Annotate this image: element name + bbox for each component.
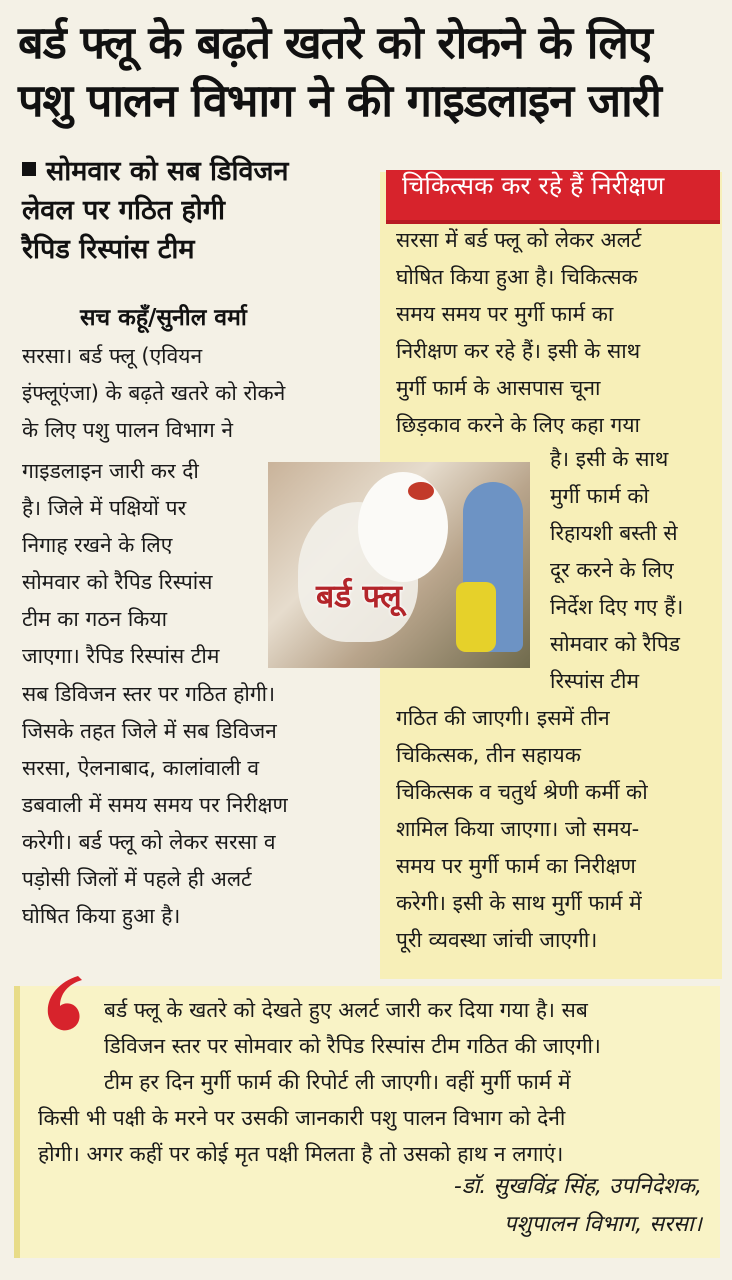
text-line: सरसा। बर्ड फ्लू (एवियन — [22, 344, 203, 368]
text-line: निगाह रखने के लिए — [22, 533, 173, 557]
news-photo — [268, 462, 530, 668]
text-line: गठित की जाएगी। इसमें तीन — [396, 706, 610, 730]
photo-caption: बर्ड फ्लू — [316, 577, 402, 615]
sidebar-text-block-1 — [396, 222, 718, 444]
text-line: घोषित किया हुआ है। — [22, 904, 181, 928]
text-line: समय पर मुर्गी फार्म का निरीक्षण — [396, 854, 636, 878]
attribution-line-2: पशुपालन विभाग, सरसा। — [503, 1212, 702, 1237]
subheadline-line-2: लेवल पर गठित होगी — [22, 195, 225, 226]
sidebar-text-block-3 — [396, 700, 718, 959]
text-line: मुर्गी फार्म को — [550, 484, 649, 508]
quote-line: डिविजन स्तर पर सोमवार को रैपिड रिस्पांस टीम गठित की जाएगी। — [104, 1034, 601, 1058]
bullet-square-icon — [22, 162, 36, 176]
subheadline — [22, 152, 362, 269]
text-line: पड़ोसी जिलों में पहले ही अलर्ट — [22, 867, 252, 891]
text-line: है। जिले में पक्षियों पर — [22, 496, 187, 520]
text-line: टीम का गठन किया — [22, 607, 168, 631]
hen-shape — [358, 472, 448, 582]
quote-line: किसी भी पक्षी के मरने पर उसकी जानकारी पशु पालन विभाग को देनी — [38, 1106, 566, 1130]
quote-attribution — [454, 1168, 702, 1244]
headline-line-1: बर्ड फ्लू के बढ़ते खतरे को रोकने के लिए — [18, 16, 652, 69]
text-line: समय समय पर मुर्गी फार्म का — [396, 302, 614, 326]
text-line: घोषित किया हुआ है। चिकित्सक — [396, 265, 638, 289]
quote-accent-bar — [14, 986, 20, 1258]
text-line: निर्देश दिए गए हैं। — [550, 595, 684, 619]
text-line: के लिए पशु पालन विभाग ने — [22, 418, 234, 442]
text-line: सोमवार को रैपिड — [550, 632, 681, 656]
quote-line: बर्ड फ्लू के खतरे को देखते हुए अलर्ट जारी कर दिया गया है। सब — [104, 998, 588, 1022]
text-line: छिड़काव करने के लिए कहा गया — [396, 413, 640, 437]
subheadline-line-3: रैपिड रिस्पांस टीम — [22, 234, 195, 265]
headline — [18, 14, 718, 130]
byline: सच कहूँ/सुनील वर्मा — [80, 305, 247, 331]
text-line: सरसा, ऐलनाबाद, कालांवाली व — [22, 756, 260, 780]
hen-comb-shape — [408, 482, 434, 500]
text-line: पूरी व्यवस्था जांची जाएगी। — [396, 928, 598, 952]
main-text-block-2 — [22, 453, 262, 675]
quote-line: टीम हर दिन मुर्गी फार्म की रिपोर्ट ली जाएगी। वहीं मुर्गी फार्म में — [104, 1070, 571, 1094]
text-line: सरसा में बर्ड फ्लू को लेकर अलर्ट — [396, 228, 642, 252]
text-line: करेगी। बर्ड फ्लू को लेकर सरसा व — [22, 830, 276, 854]
headline-line-2: पशु पालन विभाग ने की गाइडलाइन जारी — [18, 74, 661, 127]
quote-line: होगी। अगर कहीं पर कोई मृत पक्षी मिलता है तो उसको हाथ न लगाएं। — [38, 1142, 564, 1166]
text-line: जाएगा। रैपिड रिस्पांस टीम — [22, 644, 220, 668]
text-line: शामिल किया जाएगा। जो समय- — [396, 817, 640, 841]
main-text-block-1 — [22, 338, 370, 449]
subheadline-line-1: सोमवार को सब डिविजन — [46, 156, 289, 187]
text-line: सब डिविजन स्तर पर गठित होगी। — [22, 682, 276, 706]
text-line: चिकित्सक व चतुर्थ श्रेणी कर्मी को — [396, 780, 648, 804]
quote-text — [38, 992, 714, 1172]
page-bottom-edge — [0, 1262, 732, 1280]
text-line: दूर करने के लिए — [550, 558, 674, 582]
main-text-block-3 — [22, 676, 370, 935]
text-line: रिस्पांस टीम — [550, 669, 640, 693]
text-line: निरीक्षण कर रहे हैं। इसी के साथ — [396, 339, 641, 363]
text-line: चिकित्सक, तीन सहायक — [396, 743, 581, 767]
text-line: इंफ्लूएंजा) के बढ़ते खतरे को रोकने — [22, 381, 286, 405]
text-line: करेगी। इसी के साथ मुर्गी फार्म में — [396, 891, 642, 915]
text-line: सोमवार को रैपिड रिस्पांस — [22, 570, 213, 594]
sidebar-title-text: चिकित्सक कर रहे हैं निरीक्षण — [402, 171, 665, 200]
text-line: डबवाली में समय समय पर निरीक्षण — [22, 793, 288, 817]
worker-bag-shape — [456, 582, 496, 652]
text-line: मुर्गी फार्म के आसपास चूना — [396, 376, 601, 400]
text-line: है। इसी के साथ — [550, 447, 669, 471]
text-line: गाइडलाइन जारी कर दी — [22, 459, 199, 483]
sidebar-title — [386, 170, 720, 220]
text-line: रिहायशी बस्ती से — [550, 521, 678, 545]
attribution-line-1: -डॉ. सुखविंद्र सिंह, उपनिदेशक, — [453, 1174, 702, 1199]
text-line: जिसके तहत जिले में सब डिविजन — [22, 719, 277, 743]
sidebar-text-block-2 — [550, 441, 720, 700]
